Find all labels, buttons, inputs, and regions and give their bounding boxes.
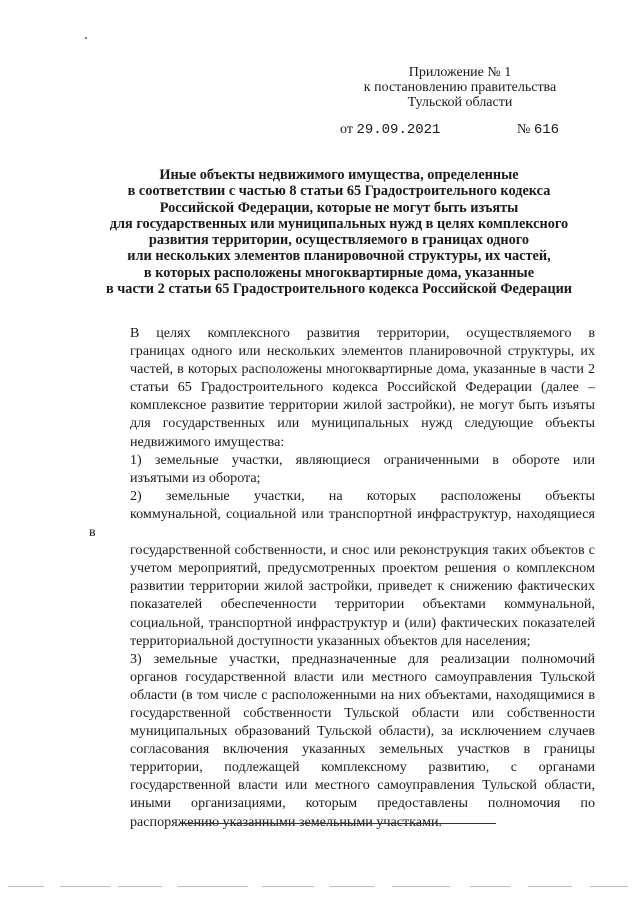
document-number — [517, 122, 559, 138]
title-line: развития территории, осуществляемого в границах одного — [148, 232, 530, 249]
text-line: 1) земельные участки, являющиеся ограниченными в обороте или — [130, 451, 595, 468]
text-line: территории, подлежащей комплексному развитию, с органами — [130, 759, 595, 776]
text-line: статьи 65 Градостроительного кодекса Российской Федерации (далее – — [130, 379, 595, 396]
edge-mark — [330, 886, 374, 887]
title-line: в которых расположены многоквартирные дома, указанные — [143, 264, 535, 281]
document-body — [89, 324, 595, 831]
text-line: государственной власти или местного самоуправления Тульской области, — [130, 777, 595, 794]
text-line: 2) земельные участки, на которых расположены объекты — [130, 487, 595, 504]
text-line: области (в том числе с расположенными на них объектами, находящимися в — [130, 686, 595, 703]
appendix-line-1: Приложение № 1 — [408, 65, 512, 80]
list-item-3 — [89, 650, 595, 831]
title-line: или нескольких элементов планировочной структуры, их частей, — [127, 248, 551, 265]
appendix-line-3: Тульской области — [407, 95, 513, 110]
edge-mark — [590, 886, 628, 887]
edge-mark — [262, 886, 314, 887]
text-line: В целях комплексного развития территории, осуществляемого в — [130, 325, 595, 341]
appendix-header — [345, 65, 575, 110]
text-line: недвижимого имущества: — [130, 433, 285, 450]
text-line: границах одного или нескольких элементов планировочной структуры, их — [130, 343, 595, 360]
title-line: Иные объекты недвижимого имущества, определенные — [159, 167, 519, 183]
title-line: в соответствии с частью 8 статьи 65 Градостроительного кодекса — [127, 183, 551, 200]
scan-edge-marks — [0, 886, 640, 888]
text-line: частей, в которых расположены многоквартирные дома, указанные в части 2 — [130, 361, 595, 378]
text-line: государственной собственности Тульской области или собственности — [130, 704, 595, 721]
text-line: 3) земельные участки, предназначенные для реализации полномочий — [130, 650, 595, 667]
edge-mark — [178, 886, 248, 887]
edge-mark — [8, 886, 44, 887]
title-line: в части 2 статьи 65 Градостроительного кодекса Российской Федерации — [105, 281, 573, 298]
text-line: муниципальных образований Тульской области), за исключением случаев — [130, 723, 595, 740]
edge-mark — [528, 886, 572, 887]
edge-mark — [470, 886, 510, 887]
text-line: для государственных или муниципальных нужд следующие объекты — [130, 415, 595, 432]
closing-rule — [180, 823, 496, 824]
text-line: органов государственной власти или местного самоуправления Тульской — [130, 668, 595, 685]
title-line: для государственных или муниципальных нужд в целях комплексного — [109, 215, 569, 232]
date-value: 29.09.2021 — [356, 122, 441, 138]
text-line: коммунальной, социальной или транспортной инфраструктур, находящиеся в — [89, 505, 595, 541]
document-date — [340, 122, 440, 138]
text-line: распоряжению указанными земельными участками. — [130, 813, 443, 830]
edge-mark — [60, 886, 110, 887]
text-line: государственной собственности, и снос или реконструкция таких объектов с — [130, 542, 595, 559]
number-prefix: № — [517, 122, 531, 137]
date-prefix: от — [340, 122, 353, 137]
scan-speck — [85, 37, 87, 39]
appendix-line-2: к постановлению правительства — [363, 80, 557, 95]
number-value: 616 — [533, 122, 560, 138]
list-item-1 — [89, 451, 595, 487]
list-item-2 — [89, 487, 595, 650]
text-line: развитии территории жилой застройки, приведет к снижению фактических — [130, 578, 595, 595]
intro-paragraph — [89, 324, 595, 451]
edge-mark — [118, 886, 162, 887]
document-title — [84, 167, 594, 297]
text-line: изъятыми из оборота; — [130, 469, 261, 486]
text-line: иными организациями, которым предоставлены полномочия по — [130, 795, 595, 812]
edge-mark — [392, 886, 450, 887]
text-line: показателей обеспеченности территории объектами коммунальной, — [130, 596, 595, 613]
text-line: территориальной доступности указанных объектов для населения; — [130, 632, 531, 649]
text-line: комплексное развитие территории жилой застройки), не могут быть изъяты — [130, 397, 595, 414]
text-line: учетом мероприятий, предусмотренных проектом решения о комплексном — [130, 560, 595, 577]
text-line: социальной, транспортной инфраструктур и (или) фактических показателей — [130, 614, 595, 631]
text-line: согласования включения указанных земельных участков в границы — [130, 741, 595, 758]
title-line: Российской Федерации, которые не могут быть изъяты — [159, 199, 519, 216]
